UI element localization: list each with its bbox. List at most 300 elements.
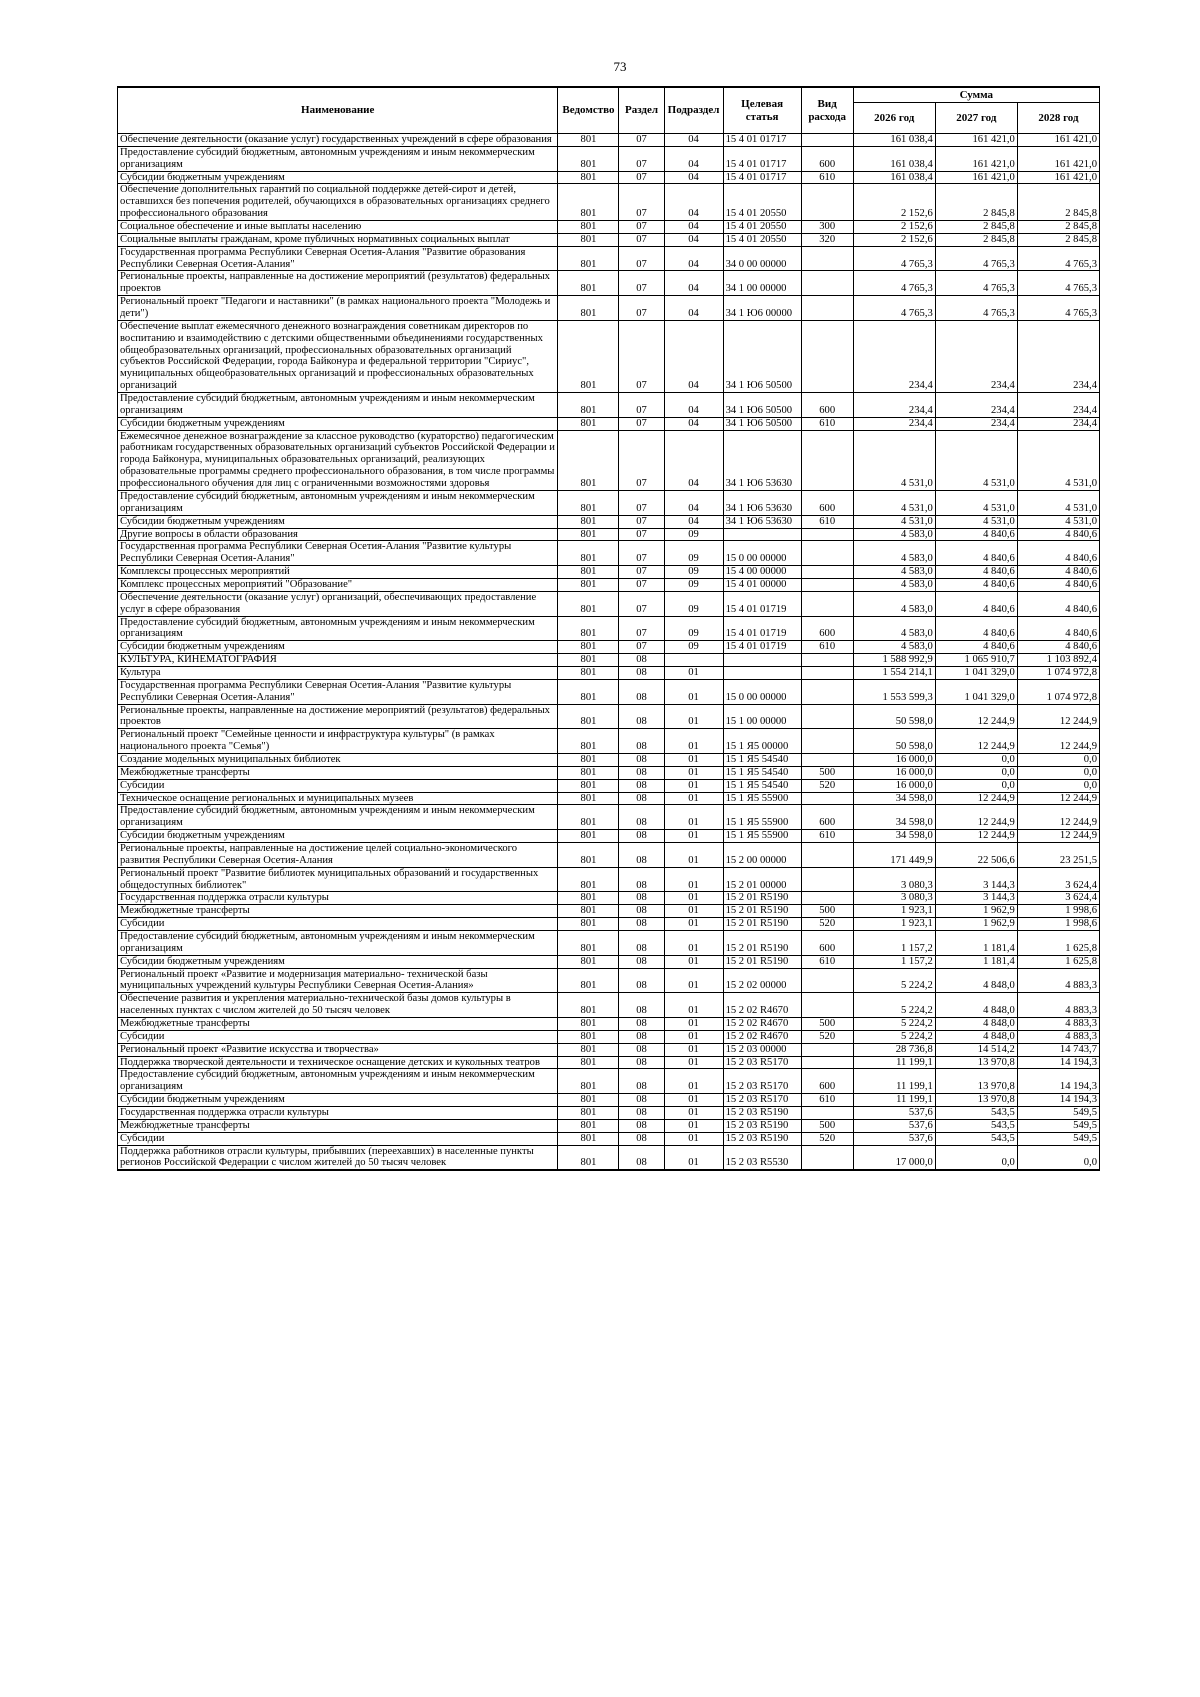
table-row bbox=[118, 905, 1100, 918]
cell-subsection: 01 bbox=[664, 842, 723, 867]
header-kind: Вид расхода bbox=[801, 87, 853, 134]
cell-target: 15 4 01 01719 bbox=[723, 641, 801, 654]
cell-2026: 1 554 214,1 bbox=[853, 666, 935, 679]
table-row bbox=[118, 704, 1100, 729]
cell-section: 08 bbox=[619, 830, 664, 843]
table-row bbox=[118, 515, 1100, 528]
cell-name: КУЛЬТУРА, КИНЕМАТОГРАФИЯ bbox=[118, 654, 558, 667]
cell-dept: 801 bbox=[558, 892, 619, 905]
cell-kind: 610 bbox=[801, 1094, 853, 1107]
cell-kind bbox=[801, 528, 853, 541]
cell-section: 08 bbox=[619, 779, 664, 792]
cell-subsection: 04 bbox=[664, 490, 723, 515]
cell-2027: 12 244,9 bbox=[935, 729, 1017, 754]
cell-kind bbox=[801, 566, 853, 579]
cell-section: 08 bbox=[619, 679, 664, 704]
cell-2027: 3 144,3 bbox=[935, 867, 1017, 892]
cell-2027: 161 421,0 bbox=[935, 134, 1017, 147]
cell-2028: 234,4 bbox=[1017, 417, 1099, 430]
cell-kind: 520 bbox=[801, 1030, 853, 1043]
cell-2026: 537,6 bbox=[853, 1107, 935, 1120]
cell-target: 15 2 01 R5190 bbox=[723, 955, 801, 968]
cell-subsection: 09 bbox=[664, 616, 723, 641]
cell-kind: 520 bbox=[801, 1132, 853, 1145]
cell-section: 07 bbox=[619, 296, 664, 321]
table-row bbox=[118, 679, 1100, 704]
cell-kind: 600 bbox=[801, 931, 853, 956]
cell-kind bbox=[801, 591, 853, 616]
cell-kind bbox=[801, 753, 853, 766]
cell-2028: 4 531,0 bbox=[1017, 430, 1099, 490]
table-row bbox=[118, 296, 1100, 321]
cell-subsection: 09 bbox=[664, 591, 723, 616]
cell-2027: 161 421,0 bbox=[935, 171, 1017, 184]
cell-2026: 11 199,1 bbox=[853, 1056, 935, 1069]
cell-2027: 1 041 329,0 bbox=[935, 679, 1017, 704]
cell-section: 08 bbox=[619, 1043, 664, 1056]
cell-subsection: 04 bbox=[664, 233, 723, 246]
cell-kind bbox=[801, 1056, 853, 1069]
cell-2026: 11 199,1 bbox=[853, 1094, 935, 1107]
cell-target: 15 4 01 01717 bbox=[723, 146, 801, 171]
cell-section: 07 bbox=[619, 641, 664, 654]
cell-2026: 161 038,4 bbox=[853, 171, 935, 184]
cell-section: 08 bbox=[619, 842, 664, 867]
cell-subsection: 01 bbox=[664, 1043, 723, 1056]
cell-target: 15 0 00 00000 bbox=[723, 541, 801, 566]
cell-2027: 4 840,6 bbox=[935, 566, 1017, 579]
cell-dept: 801 bbox=[558, 171, 619, 184]
cell-2028: 12 244,9 bbox=[1017, 704, 1099, 729]
cell-target: 15 2 00 00000 bbox=[723, 842, 801, 867]
cell-kind: 500 bbox=[801, 1018, 853, 1031]
cell-name: Социальные выплаты гражданам, кроме публичных нормативных социальных выплат bbox=[118, 233, 558, 246]
cell-dept: 801 bbox=[558, 666, 619, 679]
table-row bbox=[118, 171, 1100, 184]
cell-subsection: 01 bbox=[664, 766, 723, 779]
cell-name: Государственная программа Республики Северная Осетия-Алания "Развитие культуры Республики Северная Осетия-Алания" bbox=[118, 541, 558, 566]
cell-kind bbox=[801, 320, 853, 392]
cell-name: Комплексы процессных мероприятий bbox=[118, 566, 558, 579]
table-row bbox=[118, 1069, 1100, 1094]
table-row bbox=[118, 830, 1100, 843]
cell-kind: 610 bbox=[801, 417, 853, 430]
cell-2028: 161 421,0 bbox=[1017, 171, 1099, 184]
cell-2026: 34 598,0 bbox=[853, 830, 935, 843]
cell-2028: 234,4 bbox=[1017, 393, 1099, 418]
cell-dept: 801 bbox=[558, 641, 619, 654]
cell-kind: 300 bbox=[801, 221, 853, 234]
cell-target: 34 1 Ю6 53630 bbox=[723, 515, 801, 528]
cell-section: 08 bbox=[619, 805, 664, 830]
cell-target: 15 4 01 01717 bbox=[723, 134, 801, 147]
cell-target: 34 1 Ю6 00000 bbox=[723, 296, 801, 321]
cell-section: 08 bbox=[619, 892, 664, 905]
cell-2027: 12 244,9 bbox=[935, 830, 1017, 843]
cell-dept: 801 bbox=[558, 134, 619, 147]
cell-subsection: 04 bbox=[664, 430, 723, 490]
cell-2026: 28 736,8 bbox=[853, 1043, 935, 1056]
table-row bbox=[118, 654, 1100, 667]
table-row bbox=[118, 867, 1100, 892]
cell-subsection: 01 bbox=[664, 892, 723, 905]
cell-name: Обеспечение деятельности (оказание услуг) организаций, обеспечивающих предоставление услуг в сфере образования bbox=[118, 591, 558, 616]
table-row bbox=[118, 993, 1100, 1018]
cell-subsection: 01 bbox=[664, 779, 723, 792]
cell-section: 07 bbox=[619, 146, 664, 171]
cell-subsection: 04 bbox=[664, 184, 723, 221]
table-row bbox=[118, 931, 1100, 956]
cell-subsection: 01 bbox=[664, 918, 723, 931]
cell-2027: 4 840,6 bbox=[935, 641, 1017, 654]
cell-target: 15 1 Я5 54540 bbox=[723, 766, 801, 779]
table-row bbox=[118, 246, 1100, 271]
cell-kind bbox=[801, 842, 853, 867]
budget-table bbox=[117, 86, 1100, 1171]
cell-section: 08 bbox=[619, 1094, 664, 1107]
cell-name: Техническое оснащение региональных и муниципальных музеев bbox=[118, 792, 558, 805]
cell-name: Создание модельных муниципальных библиотек bbox=[118, 753, 558, 766]
cell-dept: 801 bbox=[558, 1119, 619, 1132]
cell-kind: 610 bbox=[801, 830, 853, 843]
cell-subsection: 01 bbox=[664, 1132, 723, 1145]
cell-2027: 4 840,6 bbox=[935, 578, 1017, 591]
cell-subsection bbox=[664, 654, 723, 667]
cell-name: Предоставление субсидий бюджетным, автономным учреждениям и иным некоммерческим организациям bbox=[118, 931, 558, 956]
cell-target bbox=[723, 654, 801, 667]
cell-name: Обеспечение выплат ежемесячного денежного вознаграждения советникам директоров по воспитанию и взаимодействию с детскими общественными объединениями государственных общеобразовательных организаций, профессиональных образовательных организаций субъектов Российской Федерации, города Байконура и федеральной территории "Сириус", муниципальных общеобразовательных организаций и профессиональных образовательных организаций bbox=[118, 320, 558, 392]
cell-subsection: 01 bbox=[664, 830, 723, 843]
cell-section: 07 bbox=[619, 171, 664, 184]
cell-2026: 4 583,0 bbox=[853, 591, 935, 616]
cell-section: 08 bbox=[619, 753, 664, 766]
cell-2026: 537,6 bbox=[853, 1132, 935, 1145]
cell-2028: 4 840,6 bbox=[1017, 578, 1099, 591]
cell-section: 08 bbox=[619, 968, 664, 993]
cell-target: 34 1 Ю6 53630 bbox=[723, 490, 801, 515]
cell-dept: 801 bbox=[558, 968, 619, 993]
table-row bbox=[118, 430, 1100, 490]
cell-section: 08 bbox=[619, 654, 664, 667]
cell-2028: 1 998,6 bbox=[1017, 905, 1099, 918]
table-row bbox=[118, 766, 1100, 779]
cell-name: Государственная программа Республики Северная Осетия-Алания "Развитие образования Республики Северная Осетия-Алания" bbox=[118, 246, 558, 271]
cell-section: 07 bbox=[619, 490, 664, 515]
table-row bbox=[118, 779, 1100, 792]
cell-2026: 1 553 599,3 bbox=[853, 679, 935, 704]
cell-section: 08 bbox=[619, 729, 664, 754]
cell-subsection: 01 bbox=[664, 1030, 723, 1043]
cell-subsection: 01 bbox=[664, 729, 723, 754]
cell-name: Предоставление субсидий бюджетным, автономным учреждениям и иным некоммерческим организациям bbox=[118, 393, 558, 418]
cell-section: 07 bbox=[619, 233, 664, 246]
cell-dept: 801 bbox=[558, 993, 619, 1018]
cell-2026: 50 598,0 bbox=[853, 704, 935, 729]
cell-target: 15 2 03 R5190 bbox=[723, 1107, 801, 1120]
cell-target: 15 2 02 R4670 bbox=[723, 1018, 801, 1031]
cell-name: Государственная поддержка отрасли культуры bbox=[118, 1107, 558, 1120]
cell-kind: 610 bbox=[801, 641, 853, 654]
cell-dept: 801 bbox=[558, 430, 619, 490]
cell-dept: 801 bbox=[558, 541, 619, 566]
cell-subsection: 04 bbox=[664, 515, 723, 528]
cell-target: 15 1 Я5 00000 bbox=[723, 729, 801, 754]
table-row bbox=[118, 566, 1100, 579]
cell-section: 08 bbox=[619, 666, 664, 679]
cell-target: 15 2 02 00000 bbox=[723, 968, 801, 993]
cell-2027: 4 848,0 bbox=[935, 1018, 1017, 1031]
cell-2027: 0,0 bbox=[935, 753, 1017, 766]
cell-2026: 16 000,0 bbox=[853, 779, 935, 792]
header-2026: 2026 год bbox=[853, 103, 935, 134]
cell-kind bbox=[801, 296, 853, 321]
cell-dept: 801 bbox=[558, 792, 619, 805]
header-dept: Ведомство bbox=[558, 87, 619, 134]
cell-dept: 801 bbox=[558, 830, 619, 843]
cell-target bbox=[723, 666, 801, 679]
cell-2027: 1 962,9 bbox=[935, 905, 1017, 918]
cell-2027: 0,0 bbox=[935, 779, 1017, 792]
cell-name: Межбюджетные трансферты bbox=[118, 1018, 558, 1031]
cell-section: 07 bbox=[619, 184, 664, 221]
cell-name: Обеспечение дополнительных гарантий по социальной поддержке детей-сирот и детей, оставшихся без попечения родителей, обучающихся в образовательных организациях среднего профессионального образования bbox=[118, 184, 558, 221]
cell-name: Предоставление субсидий бюджетным, автономным учреждениям и иным некоммерческим организациям bbox=[118, 490, 558, 515]
cell-kind bbox=[801, 184, 853, 221]
cell-target: 15 2 03 R5190 bbox=[723, 1132, 801, 1145]
table-row bbox=[118, 271, 1100, 296]
cell-kind: 520 bbox=[801, 918, 853, 931]
cell-kind bbox=[801, 792, 853, 805]
cell-subsection: 01 bbox=[664, 955, 723, 968]
table-row bbox=[118, 641, 1100, 654]
cell-2028: 2 845,8 bbox=[1017, 233, 1099, 246]
table-row bbox=[118, 918, 1100, 931]
cell-target: 15 4 01 20550 bbox=[723, 233, 801, 246]
cell-subsection: 01 bbox=[664, 1094, 723, 1107]
cell-name: Региональный проект "Семейные ценности и инфраструктура культуры" (в рамках национального проекта "Семья") bbox=[118, 729, 558, 754]
table-row bbox=[118, 146, 1100, 171]
cell-subsection: 01 bbox=[664, 1018, 723, 1031]
cell-dept: 801 bbox=[558, 616, 619, 641]
cell-dept: 801 bbox=[558, 1094, 619, 1107]
cell-section: 08 bbox=[619, 918, 664, 931]
cell-section: 08 bbox=[619, 1119, 664, 1132]
cell-dept: 801 bbox=[558, 766, 619, 779]
table-row bbox=[118, 753, 1100, 766]
cell-2028: 12 244,9 bbox=[1017, 830, 1099, 843]
cell-section: 07 bbox=[619, 566, 664, 579]
cell-name: Субсидии bbox=[118, 779, 558, 792]
cell-subsection: 01 bbox=[664, 805, 723, 830]
cell-2027: 4 531,0 bbox=[935, 430, 1017, 490]
cell-2027: 4 840,6 bbox=[935, 616, 1017, 641]
cell-dept: 801 bbox=[558, 221, 619, 234]
cell-subsection: 01 bbox=[664, 1069, 723, 1094]
table-row bbox=[118, 1132, 1100, 1145]
cell-2028: 14 194,3 bbox=[1017, 1056, 1099, 1069]
cell-target: 15 4 01 20550 bbox=[723, 184, 801, 221]
cell-section: 07 bbox=[619, 591, 664, 616]
cell-2028: 2 845,8 bbox=[1017, 221, 1099, 234]
cell-2028: 4 883,3 bbox=[1017, 1018, 1099, 1031]
cell-kind bbox=[801, 271, 853, 296]
cell-kind bbox=[801, 246, 853, 271]
cell-kind: 500 bbox=[801, 905, 853, 918]
cell-2026: 4 531,0 bbox=[853, 430, 935, 490]
cell-dept: 801 bbox=[558, 246, 619, 271]
cell-2026: 4 765,3 bbox=[853, 246, 935, 271]
cell-2026: 3 080,3 bbox=[853, 892, 935, 905]
cell-2026: 4 583,0 bbox=[853, 578, 935, 591]
table-row bbox=[118, 591, 1100, 616]
cell-subsection: 04 bbox=[664, 417, 723, 430]
cell-section: 07 bbox=[619, 393, 664, 418]
table-row bbox=[118, 1018, 1100, 1031]
cell-name: Субсидии бюджетным учреждениям bbox=[118, 1094, 558, 1107]
cell-dept: 801 bbox=[558, 842, 619, 867]
cell-2026: 161 038,4 bbox=[853, 146, 935, 171]
cell-kind: 600 bbox=[801, 146, 853, 171]
cell-2027: 4 848,0 bbox=[935, 1030, 1017, 1043]
cell-subsection: 01 bbox=[664, 792, 723, 805]
cell-2028: 1 625,8 bbox=[1017, 931, 1099, 956]
cell-target: 34 1 00 00000 bbox=[723, 271, 801, 296]
cell-2027: 4 840,6 bbox=[935, 528, 1017, 541]
cell-2028: 4 840,6 bbox=[1017, 641, 1099, 654]
cell-2028: 14 194,3 bbox=[1017, 1069, 1099, 1094]
cell-kind: 610 bbox=[801, 171, 853, 184]
table-row bbox=[118, 320, 1100, 392]
cell-2027: 13 970,8 bbox=[935, 1069, 1017, 1094]
cell-2028: 12 244,9 bbox=[1017, 805, 1099, 830]
cell-name: Межбюджетные трансферты bbox=[118, 766, 558, 779]
cell-target: 15 4 01 01717 bbox=[723, 171, 801, 184]
cell-kind bbox=[801, 1145, 853, 1170]
cell-kind bbox=[801, 654, 853, 667]
cell-target: 15 2 01 R5190 bbox=[723, 931, 801, 956]
cell-section: 08 bbox=[619, 931, 664, 956]
cell-target: 15 2 01 R5190 bbox=[723, 892, 801, 905]
cell-name: Региональные проекты, направленные на достижение мероприятий (результатов) федеральных проектов bbox=[118, 704, 558, 729]
cell-2026: 4 583,0 bbox=[853, 528, 935, 541]
cell-2027: 1 181,4 bbox=[935, 955, 1017, 968]
cell-dept: 801 bbox=[558, 578, 619, 591]
cell-section: 07 bbox=[619, 271, 664, 296]
header-2028: 2028 год bbox=[1017, 103, 1099, 134]
cell-subsection: 01 bbox=[664, 679, 723, 704]
cell-name: Региональный проект «Развитие и модернизация материально- технической базы муниципальных учреждений культуры Республики Северная Осетия-Алания» bbox=[118, 968, 558, 993]
cell-dept: 801 bbox=[558, 566, 619, 579]
cell-2027: 4 531,0 bbox=[935, 490, 1017, 515]
cell-2026: 1 157,2 bbox=[853, 931, 935, 956]
table-row bbox=[118, 1094, 1100, 1107]
cell-kind: 520 bbox=[801, 779, 853, 792]
cell-kind: 600 bbox=[801, 393, 853, 418]
cell-name: Социальное обеспечение и иные выплаты населению bbox=[118, 221, 558, 234]
cell-target: 15 4 01 00000 bbox=[723, 578, 801, 591]
table-row bbox=[118, 233, 1100, 246]
header-name: Наименование bbox=[118, 87, 558, 134]
cell-subsection: 01 bbox=[664, 704, 723, 729]
cell-target bbox=[723, 528, 801, 541]
cell-subsection: 01 bbox=[664, 931, 723, 956]
cell-2027: 4 840,6 bbox=[935, 541, 1017, 566]
cell-dept: 801 bbox=[558, 931, 619, 956]
cell-2027: 4 840,6 bbox=[935, 591, 1017, 616]
cell-2026: 3 080,3 bbox=[853, 867, 935, 892]
cell-2026: 4 583,0 bbox=[853, 641, 935, 654]
cell-dept: 801 bbox=[558, 654, 619, 667]
table-row bbox=[118, 184, 1100, 221]
cell-2028: 0,0 bbox=[1017, 766, 1099, 779]
table-row bbox=[118, 842, 1100, 867]
cell-name: Субсидии bbox=[118, 1030, 558, 1043]
cell-subsection: 04 bbox=[664, 296, 723, 321]
cell-kind bbox=[801, 867, 853, 892]
cell-2028: 12 244,9 bbox=[1017, 729, 1099, 754]
cell-kind bbox=[801, 1107, 853, 1120]
cell-section: 08 bbox=[619, 704, 664, 729]
cell-target: 15 1 Я5 55900 bbox=[723, 805, 801, 830]
table-row bbox=[118, 1107, 1100, 1120]
cell-subsection: 01 bbox=[664, 867, 723, 892]
cell-dept: 801 bbox=[558, 1018, 619, 1031]
cell-name: Межбюджетные трансферты bbox=[118, 905, 558, 918]
cell-target: 34 1 Ю6 50500 bbox=[723, 393, 801, 418]
cell-2028: 4 883,3 bbox=[1017, 993, 1099, 1018]
cell-section: 08 bbox=[619, 867, 664, 892]
cell-2026: 171 449,9 bbox=[853, 842, 935, 867]
cell-2026: 17 000,0 bbox=[853, 1145, 935, 1170]
cell-section: 08 bbox=[619, 955, 664, 968]
table-row bbox=[118, 1043, 1100, 1056]
cell-name: Поддержка творческой деятельности и техническое оснащение детских и кукольных театров bbox=[118, 1056, 558, 1069]
cell-target: 34 1 Ю6 50500 bbox=[723, 417, 801, 430]
cell-name: Поддержка работников отрасли культуры, прибывших (переехавших) в населенные пункты регионов Российской Федерации с числом жителей до 50 тысяч человек bbox=[118, 1145, 558, 1170]
cell-target: 15 0 00 00000 bbox=[723, 679, 801, 704]
cell-kind bbox=[801, 541, 853, 566]
cell-dept: 801 bbox=[558, 1043, 619, 1056]
cell-2026: 11 199,1 bbox=[853, 1069, 935, 1094]
table-row bbox=[118, 616, 1100, 641]
cell-kind: 600 bbox=[801, 805, 853, 830]
cell-target: 15 1 Я5 54540 bbox=[723, 753, 801, 766]
cell-2026: 1 923,1 bbox=[853, 918, 935, 931]
cell-section: 08 bbox=[619, 1132, 664, 1145]
cell-2026: 1 588 992,9 bbox=[853, 654, 935, 667]
cell-subsection: 04 bbox=[664, 134, 723, 147]
table-row bbox=[118, 729, 1100, 754]
cell-2028: 4 840,6 bbox=[1017, 591, 1099, 616]
cell-2028: 4 840,6 bbox=[1017, 528, 1099, 541]
cell-target: 15 2 03 00000 bbox=[723, 1043, 801, 1056]
cell-2028: 14 743,7 bbox=[1017, 1043, 1099, 1056]
cell-2028: 0,0 bbox=[1017, 1145, 1099, 1170]
cell-subsection: 01 bbox=[664, 1119, 723, 1132]
cell-subsection: 01 bbox=[664, 968, 723, 993]
cell-dept: 801 bbox=[558, 679, 619, 704]
cell-subsection: 01 bbox=[664, 993, 723, 1018]
cell-target: 15 2 02 R4670 bbox=[723, 993, 801, 1018]
cell-2028: 549,5 bbox=[1017, 1107, 1099, 1120]
cell-subsection: 04 bbox=[664, 146, 723, 171]
cell-2027: 0,0 bbox=[935, 1145, 1017, 1170]
cell-2026: 5 224,2 bbox=[853, 1018, 935, 1031]
cell-2026: 4 583,0 bbox=[853, 616, 935, 641]
cell-kind bbox=[801, 134, 853, 147]
header-2027: 2027 год bbox=[935, 103, 1017, 134]
table-row bbox=[118, 1145, 1100, 1170]
